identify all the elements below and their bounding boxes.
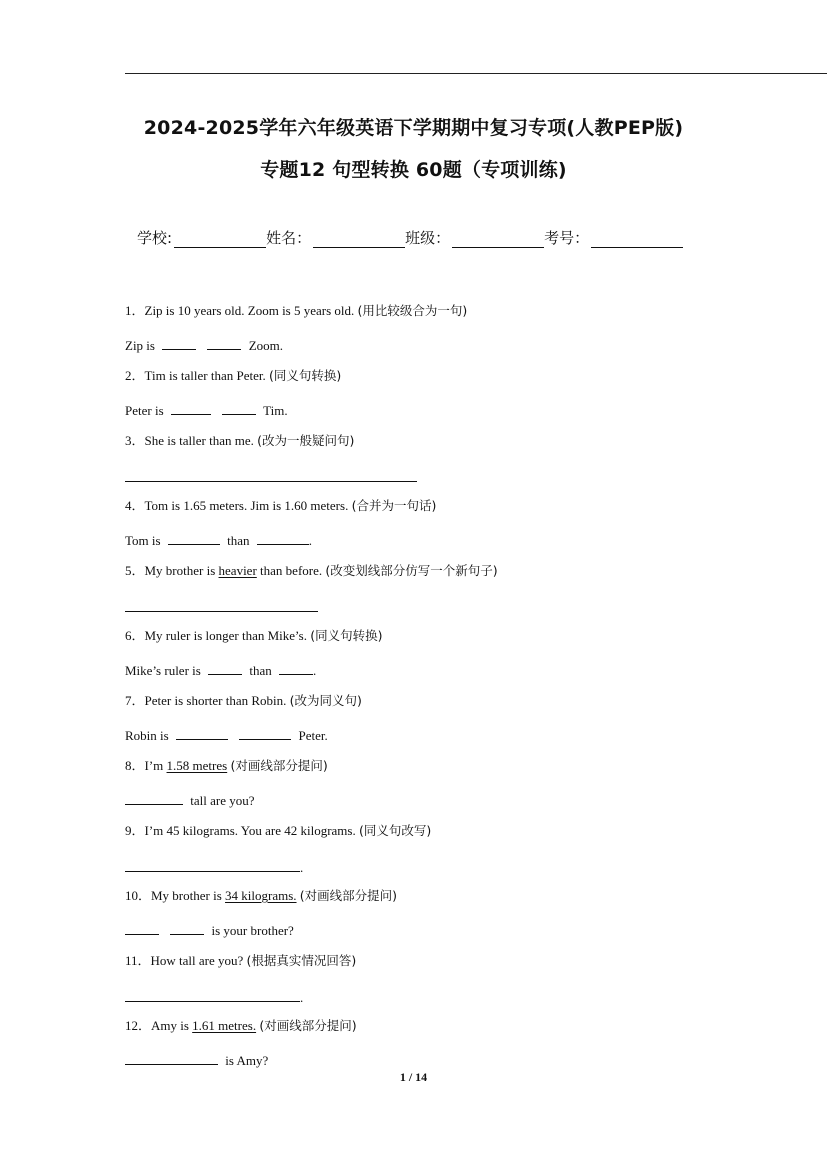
answer-blank[interactable] [125,857,300,872]
underlined-phrase: 1.61 metres. [192,1018,257,1033]
question-4: 4．Tom is 1.65 meters. Jim is 1.60 meters. (合并为一句话) [125,498,437,513]
answer-blank[interactable] [125,920,159,935]
underlined-phrase: 34 kilograms. [225,888,297,903]
answer-line-3[interactable] [125,481,417,482]
answer-line-5[interactable] [125,611,318,612]
question-8: 8．I’m 1.58 metres (对画线部分提问) [125,758,328,773]
answer-blank[interactable] [279,660,313,675]
question-5: 5．My brother is heavier than before. (改变划线部分仿写一个新句子) [125,563,498,578]
underlined-word: heavier [218,563,257,578]
school-field[interactable] [174,229,266,248]
answer-blank[interactable] [176,725,228,740]
student-info-row [137,226,683,248]
question-6: 6．My ruler is longer than Mike’s. (同义句转换) [125,628,383,643]
answer-11: . [125,987,303,1007]
underlined-phrase: 1.58 metres [166,758,228,773]
answer-8: tall are you? [125,790,255,810]
answer-6: Mike’s ruler is than . [125,660,316,680]
answer-blank[interactable] [239,725,291,740]
name-label: 姓名： [266,229,312,247]
answer-7: Robin is Peter. [125,725,328,745]
class-label: 班级： [405,229,451,247]
answer-blank[interactable] [207,335,241,350]
school-label: 学校: [137,229,173,247]
answer-1: Zip is Zoom. [125,335,283,355]
answer-blank[interactable] [257,530,309,545]
answer-blank[interactable] [168,530,220,545]
answer-blank[interactable] [208,660,242,675]
answer-9: . [125,857,303,877]
exam-no-label: 考号： [544,229,590,247]
name-field[interactable] [313,229,405,248]
answer-4: Tom is than . [125,530,312,550]
question-1: 1．Zip is 10 years old. Zoom is 5 years old. (用比较级合为一句) [125,303,468,318]
answer-10: is your brother? [125,920,294,940]
class-field[interactable] [452,229,544,248]
question-2: 2．Tim is taller than Peter. (同义句转换) [125,368,342,383]
question-7: 7．Peter is shorter than Robin. (改为同义句) [125,693,362,708]
question-12: 12．Amy is 1.61 metres. (对画线部分提问) [125,1018,357,1033]
answer-2: Peter is Tim. [125,400,288,420]
answer-blank[interactable] [125,1050,218,1065]
answer-blank[interactable] [125,790,183,805]
document-subtitle: 专题12 句型转换 60题（专项训练) [260,159,567,181]
answer-12: is Amy? [125,1050,268,1070]
question-11: 11．How tall are you? (根据真实情况回答) [125,953,357,968]
answer-blank[interactable] [125,987,300,1002]
question-9: 9．I’m 45 kilograms. You are 42 kilograms. (同义句改写) [125,823,432,838]
question-3: 3．She is taller than me. (改为一般疑问句) [125,433,355,448]
header-rule [125,73,827,74]
answer-blank[interactable] [222,400,256,415]
answer-blank[interactable] [170,920,204,935]
exam-no-field[interactable] [591,229,683,248]
question-10: 10．My brother is 34 kilograms. (对画线部分提问) [125,888,398,903]
page-number: 1 / 14 [399,1070,428,1084]
answer-blank[interactable] [162,335,196,350]
document-title: 2024-2025学年六年级英语下学期期中复习专项(人教PEP版) [143,117,684,139]
answer-blank[interactable] [171,400,211,415]
